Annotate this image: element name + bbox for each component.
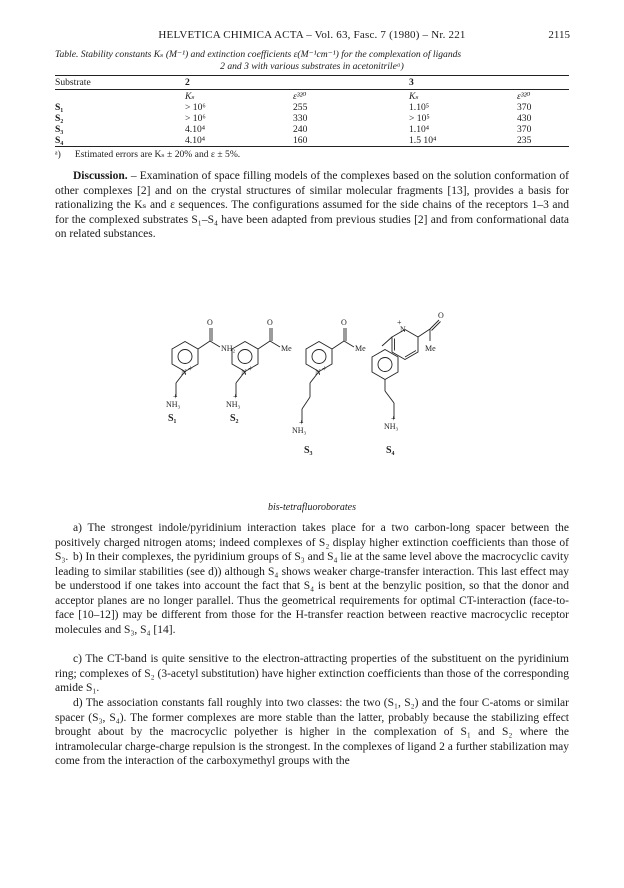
table-footnote [55, 149, 240, 160]
structures-scheme [150, 295, 480, 500]
cell-e2: 160 [293, 135, 409, 147]
subheader-eps-3: ε³²⁰ [517, 90, 531, 102]
header-ligand-3: 3 [409, 76, 517, 90]
atom-o: O [341, 318, 347, 327]
label-s2: S₂ [230, 413, 239, 424]
atom-nh3: NH₃ [292, 426, 307, 435]
footnote-text: Estimated errors are Kₛ ± 20% and ε ± 5%. [74, 149, 241, 160]
structure-s2 [232, 328, 280, 397]
structure-s3 [302, 328, 354, 423]
cell-e3: 370 [517, 124, 532, 135]
footnote-mark: ᵃ) [55, 149, 61, 160]
cell-ks2: 4.10⁴ [185, 135, 293, 147]
table-row [55, 113, 569, 124]
paragraph-b [55, 550, 569, 637]
paragraph-b-text: b) In their complexes, the pyridinium groups of S₃ and S₄ lie at the same level above the macrocyclic cavity leading to similar stabilities (see d)) although S₄ shows weaker charge-transfer interaction. This last effect may be understood if one takes into account the fact that S₄ is bent at the benzylic position, so that the donor and acceptor planes are no longer parallel. Thus the geometrical requirements for optimal CT-interaction (face-to-face [10–12]) may be different from those for the H-transfer reaction between reactive macrocyclic receptor molecules and S₃, S₄ [14]. [55, 551, 569, 636]
table-subheader-row [55, 90, 569, 103]
label-s4: S₄ [386, 445, 395, 456]
running-header [0, 29, 624, 45]
cell-ks3: 1.10⁵ [409, 102, 430, 113]
atom-me: Me [281, 344, 292, 353]
cell-e3: 235 [517, 135, 569, 147]
structure-s1 [172, 328, 220, 397]
subheader-ks-2: Kₛ [185, 90, 195, 102]
atom-nh3: NH₃ [384, 422, 399, 431]
atom-n: N [400, 325, 406, 334]
stability-table [55, 75, 569, 147]
table-header-row [55, 76, 569, 90]
cell-e3: 430 [517, 113, 532, 124]
atom-plus: + [233, 392, 238, 401]
discussion-paragraph [55, 169, 569, 242]
header-ligand-2: 2 [185, 76, 293, 90]
table-row [55, 124, 569, 135]
table-caption [55, 49, 569, 73]
atom-me: Me [355, 344, 366, 353]
cell-substrate: S₂ [55, 113, 64, 124]
atom-plus: + [397, 318, 402, 327]
atom-nh3: NH₃ [166, 400, 181, 409]
atom-o: O [207, 318, 213, 327]
atom-o: O [438, 311, 444, 320]
atom-plus: + [391, 414, 396, 423]
table-row [55, 135, 569, 147]
cell-substrate: S₁ [55, 102, 64, 113]
table-row [55, 102, 569, 113]
page-number: 2115 [548, 29, 570, 41]
paragraph-c [55, 652, 569, 696]
atom-plus: + [299, 418, 304, 427]
discussion-text: – Examination of space filling models of the complexes based on the solution conformation of other complexes [2] and on the crystal structures of similar molecular fragments [13], provides a basis for rationalizing the Kₛ and ε sequences. The configurations assumed for the side chains of the receptors 1–3 and for the complexed substrates S₁–S₄ have been adapted from previous studies [2] and from conformational data on related substances. [55, 170, 569, 240]
atom-nh3: NH₃ [226, 400, 241, 409]
paragraph-c-text: c) The CT-band is quite sensitive to the electron-attracting properties of the substituent on the pyridinium ring; complexes of S₂ (3-acetyl substitution) have higher extinction coefficients than those of the corresponding amide S₁. [55, 653, 569, 694]
cell-substrate: S₄ [55, 135, 185, 147]
atom-n: N [241, 368, 247, 377]
cell-ks2: > 10⁶ [185, 102, 206, 113]
subheader-ks-3: Kₛ [409, 90, 419, 102]
atom-n: N [181, 368, 187, 377]
label-s3: S₃ [304, 445, 313, 456]
structure-s4 [372, 320, 441, 419]
running-title: HELVETICA CHIMICA ACTA – Vol. 63, Fasc. 7 (1980) – Nr. 221 [158, 29, 466, 41]
atom-plus: + [188, 364, 193, 373]
scheme-caption: bis-tetrafluoroborates [268, 502, 356, 513]
cell-ks3: 1.10⁴ [409, 124, 430, 135]
cell-ks2: 4.10⁴ [185, 124, 206, 135]
atom-n: N [315, 368, 321, 377]
caption-line-1: Table. Stability constants Kₛ (M⁻¹) and extinction coefficients ε(M⁻¹cm⁻¹) for the complexation of ligands [55, 49, 462, 60]
discussion-heading: Discussion. [73, 170, 128, 182]
atom-plus: + [173, 392, 178, 401]
cell-ks2: > 10⁶ [185, 113, 206, 124]
atom-plus: + [248, 364, 253, 373]
cell-e2: 330 [293, 113, 308, 124]
cell-e2: 240 [293, 124, 308, 135]
atom-plus: + [322, 364, 327, 373]
caption-line-2: 2 and 3 with various substrates in acetonitrileᵃ) [220, 61, 404, 72]
atom-nh2: NH₂ [221, 344, 236, 353]
header-substrate: Substrate [55, 76, 185, 90]
label-s1: S₁ [168, 413, 177, 424]
cell-substrate: S₃ [55, 124, 64, 135]
paragraph-a-text: a) The strongest indole/pyridinium interaction takes place for a two carbon-long spacer between the positively charged nitrogen atoms; indeed complexes of S₂ display higher extinction coefficients than those of S₃. [55, 522, 569, 563]
cell-ks3: > 10⁵ [409, 113, 430, 124]
paragraph-d-text: d) The association constants fall roughly into two classes: the two (S₁, S₂) and the four C-atoms or similar spacer (S₃, S₄). The former complexes are more stable than the latter, probably because the stabilizing effect brought about by the macrocyclic polyether is higher in the complexation of S₁ and S₂ where the intramolecular charge-charge repulsion is the strongest. In the complexes of ligand 2 a further stabilization may come from the interaction of the carboxymethyl groups with the [55, 697, 569, 767]
cell-e2: 255 [293, 102, 308, 113]
atom-me: Me [425, 344, 436, 353]
cell-e3: 370 [517, 102, 532, 113]
atom-o: O [267, 318, 273, 327]
paragraph-d [55, 696, 569, 769]
cell-ks3: 1.5 10⁴ [409, 135, 517, 147]
subheader-eps-2: ε³²⁰ [293, 90, 307, 102]
